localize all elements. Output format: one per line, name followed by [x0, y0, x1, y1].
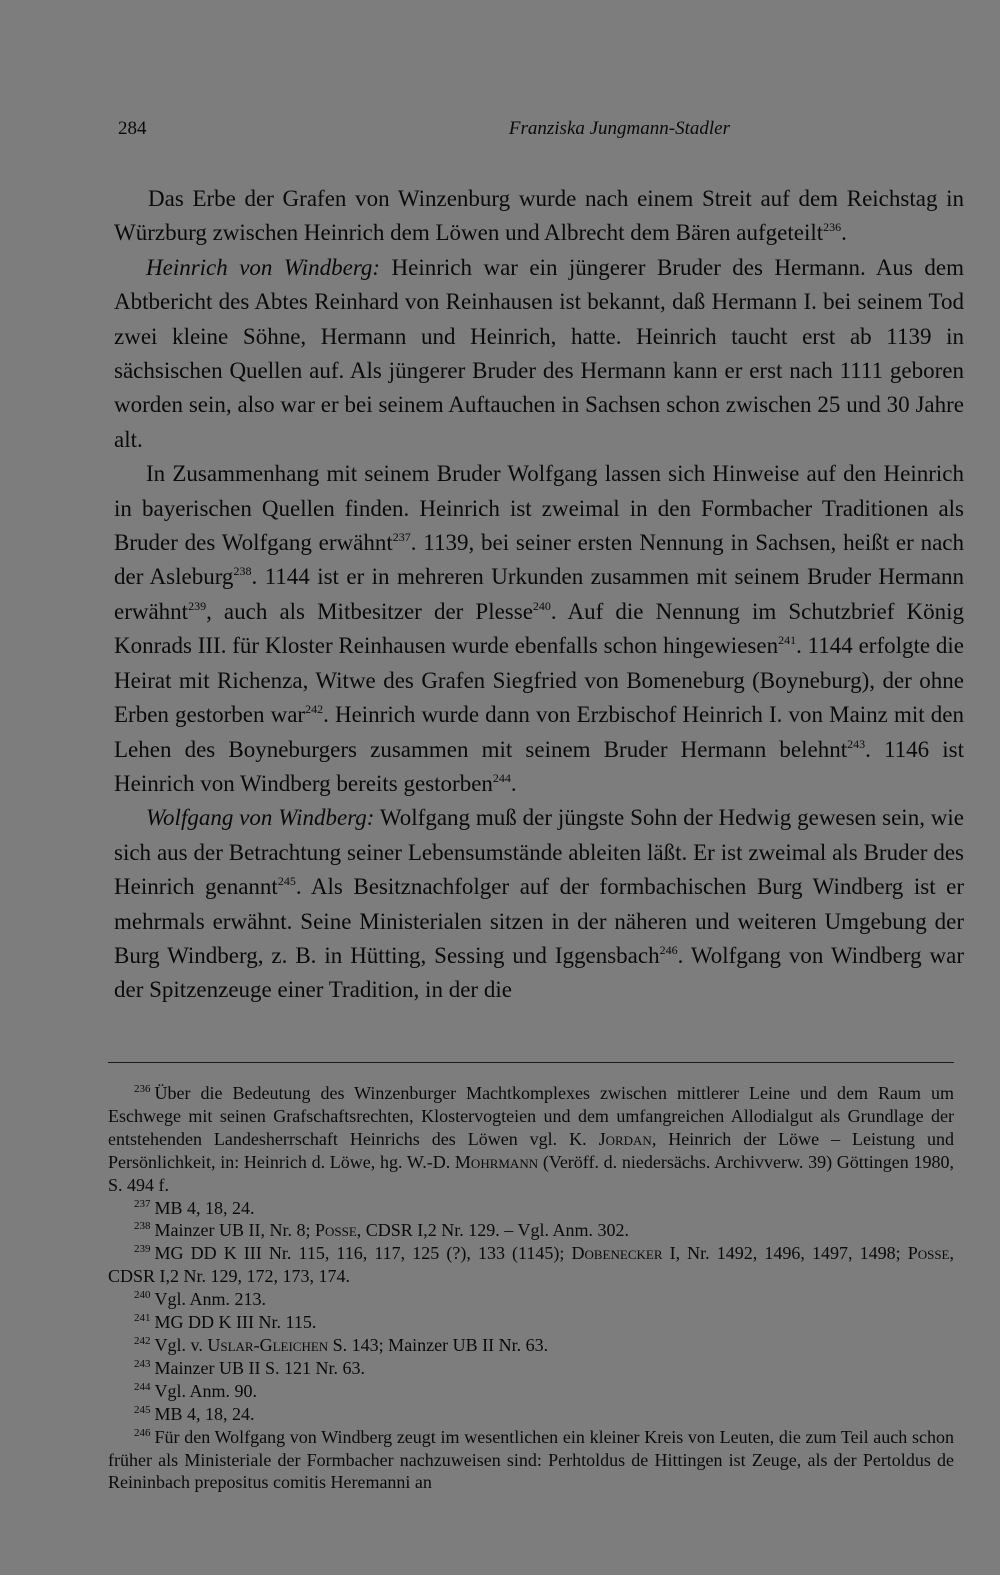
footnote-239	[108, 1242, 954, 1288]
paragraph-heinrich-sources	[114, 457, 964, 801]
author-name: Dobenecker	[571, 1243, 663, 1264]
paragraph-text: .	[510, 770, 517, 796]
footnote-237	[108, 1197, 954, 1220]
footnote-ref: 241	[778, 633, 797, 648]
footnote-ref: 242	[305, 702, 324, 717]
footnote-text: MB 4, 18, 24.	[154, 1197, 255, 1218]
footnote-text: Vgl. Anm. 90.	[154, 1380, 258, 1401]
footnote-246	[108, 1426, 954, 1495]
footnote-number: 242	[134, 1334, 151, 1347]
footnote-241	[108, 1311, 954, 1334]
footnote-ref: 240	[532, 598, 551, 613]
footnote-236	[108, 1082, 954, 1197]
footnotes	[108, 1082, 954, 1494]
running-head: Franziska Jungmann-Stadler	[508, 118, 730, 139]
footnote-text: MG DD K III Nr. 115.	[154, 1312, 317, 1333]
footnote-text: Mainzer UB II S. 121 Nr. 63.	[154, 1357, 365, 1378]
paragraph-text: , auch als Mitbesitzer der Plesse	[206, 598, 533, 624]
footnote-text: Vgl. Anm. 213.	[154, 1289, 267, 1310]
footnote-text: , Heinrich der Löwe – Leistung und Persönlichkeit, in: Heinrich d. Löwe, hg. W.-D.	[108, 1128, 954, 1172]
footnote-number: 244	[134, 1380, 151, 1393]
footnote-ref: 239	[188, 598, 207, 613]
paragraph-text: .	[841, 220, 847, 246]
paragraph-text: . 1146 ist Heinrich von Windberg bereits gestorben	[114, 736, 964, 796]
paragraph-text: Das Erbe der Grafen von Winzenburg wurde nach einem Streit auf dem Reichstag in Würzburg zwischen Heinrich dem Löwen und Albrecht dem Bären aufgeteilt	[114, 186, 964, 246]
author-name: Mohrmann	[454, 1151, 539, 1172]
footnote-text: Über die Bedeutung des Winzenburger Machtkomplexes zwischen mittlerer Leine und dem Raum um Eschwege mit seinen Grafschaftsrechten, Klostervogteien und dem umfangreichen Allodialgut als Grundlage der entstehenden Landesherrschaft Heinrichs des Löwen vgl. K.	[108, 1083, 954, 1149]
footnote-ref: 244	[492, 770, 511, 785]
footnote-ref: 246	[659, 942, 678, 957]
footnote-ref: 245	[277, 874, 296, 889]
footnote-text: Für den Wolfgang von Windberg zeugt im wesentlichen ein kleiner Kreis von Leuten, die zum Teil auch schon früher als Ministeriale der Formbacher nachzuweisen sind: Perhtoldus de Hittingen ist Zeuge, als der Pertoldus de Reininbach prepositus comitis Heremanni an	[108, 1426, 954, 1493]
footnote-number: 237	[134, 1197, 151, 1210]
author-name: Posse	[314, 1220, 357, 1241]
footnote-text: S. 143; Mainzer UB II Nr. 63.	[328, 1334, 549, 1355]
paragraph-text: . 1139, bei seiner ersten Nennung in Sachsen, heißt er nach der Asleburg	[114, 530, 965, 590]
footnote-text: (Veröff. d. niedersächs. Archivverw. 39) Göttingen 1980, S. 494 f.	[108, 1151, 954, 1195]
footnote-text: MG DD K III Nr. 115, 116, 117, 125 (?), 133 (1145);	[154, 1243, 572, 1264]
footnote-245	[108, 1403, 954, 1426]
main-text	[114, 182, 964, 1008]
footnote-text: Vgl. v.	[154, 1334, 208, 1355]
section-lead: Heinrich von Windberg:	[146, 254, 381, 280]
paragraph-heinrich	[114, 251, 964, 457]
section-lead: Wolfgang von Windberg:	[146, 805, 375, 831]
footnote-240	[108, 1288, 954, 1311]
paragraph-text: . Als Besitznachfolger auf der formbachischen Burg Windberg ist er mehrmals erwähnt. Seine Ministerialen sitzen in der näheren und weiteren Umgebung der Burg Windberg, z. B. in Hütting, Sessing und Iggensbach	[114, 874, 964, 968]
footnote-text: Mainzer UB II, Nr. 8;	[154, 1220, 315, 1241]
footnote-number: 236	[134, 1083, 151, 1095]
paragraph-text: . Auf die Nennung im Schutzbrief König Konrads III. für Kloster Reinhausen wurde ebenfalls schon hingewiesen	[114, 598, 964, 659]
paragraph-text: . Wolfgang von Windberg war der Spitzenzeuge einer Tradition, in der die	[114, 942, 964, 1003]
footnote-number: 246	[134, 1426, 151, 1439]
footnote-divider	[108, 1062, 954, 1063]
author-name: Jordan	[598, 1128, 652, 1149]
paragraph-text: Heinrich war ein jüngerer Bruder des Hermann. Aus dem Abtbericht des Abtes Reinhard von Reinhausen ist bekannt, daß Hermann I. bei seinem Tod zwei kleine Söhne, Hermann und Heinrich, hatte. Heinrich taucht erst ab 1139 in sächsischen Quellen auf. Als jüngerer Bruder des Hermann kann er erst nach 1111 geboren worden sein, also war er bei seinem Auftauchen in Sachsen schon zwischen 25 und 30 Jahre alt.	[114, 254, 964, 452]
footnote-ref: 238	[233, 564, 252, 579]
footnote-number: 238	[134, 1220, 151, 1233]
paragraph-text: . 1144 ist er in mehreren Urkunden zusammen mit seinem Bruder Hermann erwähnt	[114, 564, 964, 624]
footnote-ref: 236	[823, 220, 842, 235]
footnote-number: 239	[134, 1243, 151, 1256]
footnote-242	[108, 1334, 954, 1357]
paragraph-winzenburg	[114, 182, 964, 251]
footnote-number: 241	[134, 1312, 151, 1325]
footnote-text: , CDSR I,2 Nr. 129. – Vgl. Anm. 302.	[356, 1220, 629, 1241]
footnote-text: MB 4, 18, 24.	[154, 1403, 255, 1424]
footnote-238	[108, 1219, 954, 1242]
paragraph-text: . 1144 erfolgte die Heirat mit Richenza, Witwe des Grafen Siegfried von Bomeneburg (Boyneburg), der ohne Erben gestorben war	[114, 633, 965, 728]
footnote-text: , CDSR I,2 Nr. 129, 172, 173, 174.	[108, 1243, 954, 1287]
author-name: Uslar-Gleichen	[207, 1334, 329, 1355]
page-header	[118, 114, 730, 144]
paragraph-text: Wolfgang muß der jüngste Sohn der Hedwig gewesen sein, wie sich aus der Betrachtung seiner Lebensumstände ableiten läßt. Er ist zweimal als Bruder des Heinrich genannt	[114, 805, 964, 900]
author-name: Posse	[907, 1243, 950, 1264]
footnote-ref: 243	[847, 736, 866, 751]
footnote-243	[108, 1357, 954, 1380]
footnote-ref: 237	[392, 530, 411, 545]
footnote-text: I, Nr. 1492, 1496, 1497, 1498;	[662, 1243, 908, 1264]
paragraph-text: In Zusammenhang mit seinem Bruder Wolfgang lassen sich Hinweise auf den Heinrich in bayerischen Quellen finden. Heinrich ist zweimal in den Formbacher Traditionen als Bruder des Wolfgang erwähnt	[114, 461, 964, 556]
footnote-number: 240	[134, 1289, 151, 1302]
footnote-number: 245	[134, 1403, 151, 1416]
paragraph-wolfgang	[114, 801, 964, 1007]
page-number: 284	[118, 118, 147, 139]
paragraph-text: . Heinrich wurde dann von Erzbischof Heinrich I. von Mainz mit den Lehen des Boyneburgers zusammen mit seinem Bruder Hermann belehnt	[114, 702, 965, 762]
footnote-244	[108, 1380, 954, 1403]
footnote-number: 243	[134, 1357, 151, 1370]
